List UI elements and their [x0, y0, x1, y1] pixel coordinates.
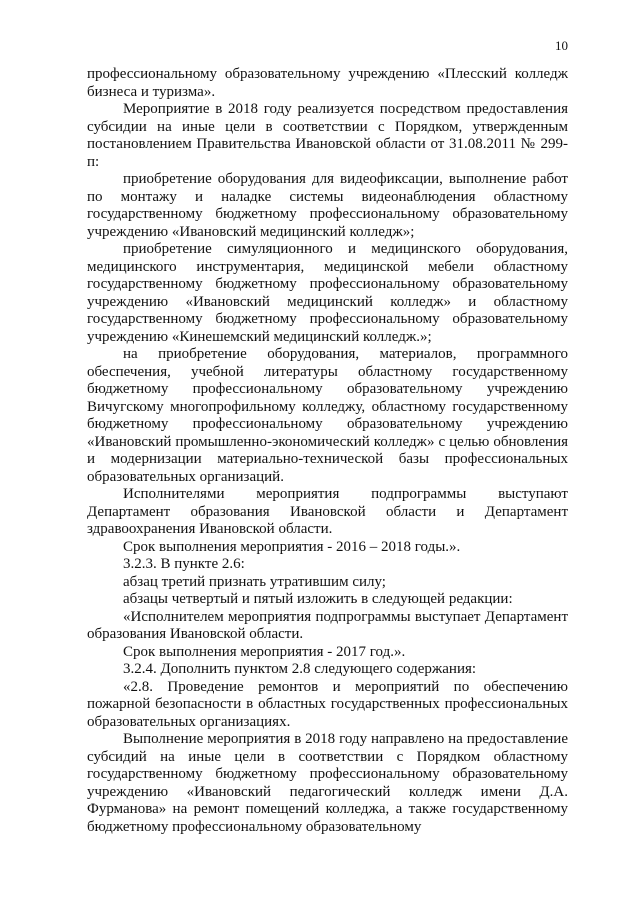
paragraph: на приобретение оборудования, материалов, программного обеспечения, учебной литературы областному государственному бюджетному профессиональному образовательному учреждению Вичугскому многопрофильному колледжу, областному государственному бюджетному профессиональному образовательному учреждению «Ивановский промышленно-экономический колледж» с целью обновления и модернизации материально-технической базы профессиональных образовательных организаций.	[87, 346, 568, 485]
paragraph: приобретение симуляционного и медицинского оборудования, медицинского инструментария, медицинской мебели областному государственному бюджетному профессиональному образовательному учреждению «Ивановский медицинский колледж» и областному государственному бюджетному профессиональному образовательному учреждению «Кинешемский медицинский колледж.»;	[87, 241, 568, 345]
document-body	[87, 66, 568, 836]
page-number: 10	[555, 38, 568, 53]
paragraph: Выполнение мероприятия в 2018 году направлено на предоставление субсидий на иные цели в соответствии с Порядком областному государственному бюджетному профессиональному образовательному учреждению «Ивановский педагогический колледж имени Д.А. Фурманова» на ремонт помещений колледжа, а также государственному бюджетному профессиональному образовательному	[87, 731, 568, 835]
paragraph: абзацы четвертый и пятый изложить в следующей редакции:	[123, 591, 513, 607]
paragraph: Исполнителями мероприятия подпрограммы выступают Департамент образования Ивановской области и Департамент здравоохранения Ивановской области.	[87, 486, 568, 537]
paragraph: профессиональному образовательному учреждению «Плесский колледж бизнеса и туризма».	[87, 66, 568, 100]
paragraph: Срок выполнения мероприятия - 2017 год.».	[123, 643, 406, 660]
paragraph: Мероприятие в 2018 году реализуется посредством предоставления субсидии на иные цели в соответствии с Порядком, утвержденным постановлением Правительства Ивановской области от 31.08.2011 № 299-п:	[87, 101, 568, 170]
paragraph: приобретение оборудования для видеофиксации, выполнение работ по монтажу и наладке системы видеонаблюдения областному государственному бюджетному профессиональному образовательному учреждению «Ивановский медицинский колледж»;	[87, 171, 568, 240]
paragraph: 3.2.3. В пункте 2.6:	[123, 556, 245, 572]
paragraph: абзац третий признать утратившим силу;	[123, 573, 386, 590]
paragraph: «Исполнителем мероприятия подпрограммы выступает Департамент образования Ивановской области.	[87, 608, 568, 642]
paragraph: «2.8. Проведение ремонтов и мероприятий по обеспечению пожарной безопасности в областных государственных профессиональных образовательных организациях.	[87, 678, 568, 730]
paragraph: 3.2.4. Дополнить пунктом 2.8 следующего содержания:	[123, 661, 477, 677]
paragraph: Срок выполнения мероприятия - 2016 – 2018 годы.».	[123, 538, 461, 555]
